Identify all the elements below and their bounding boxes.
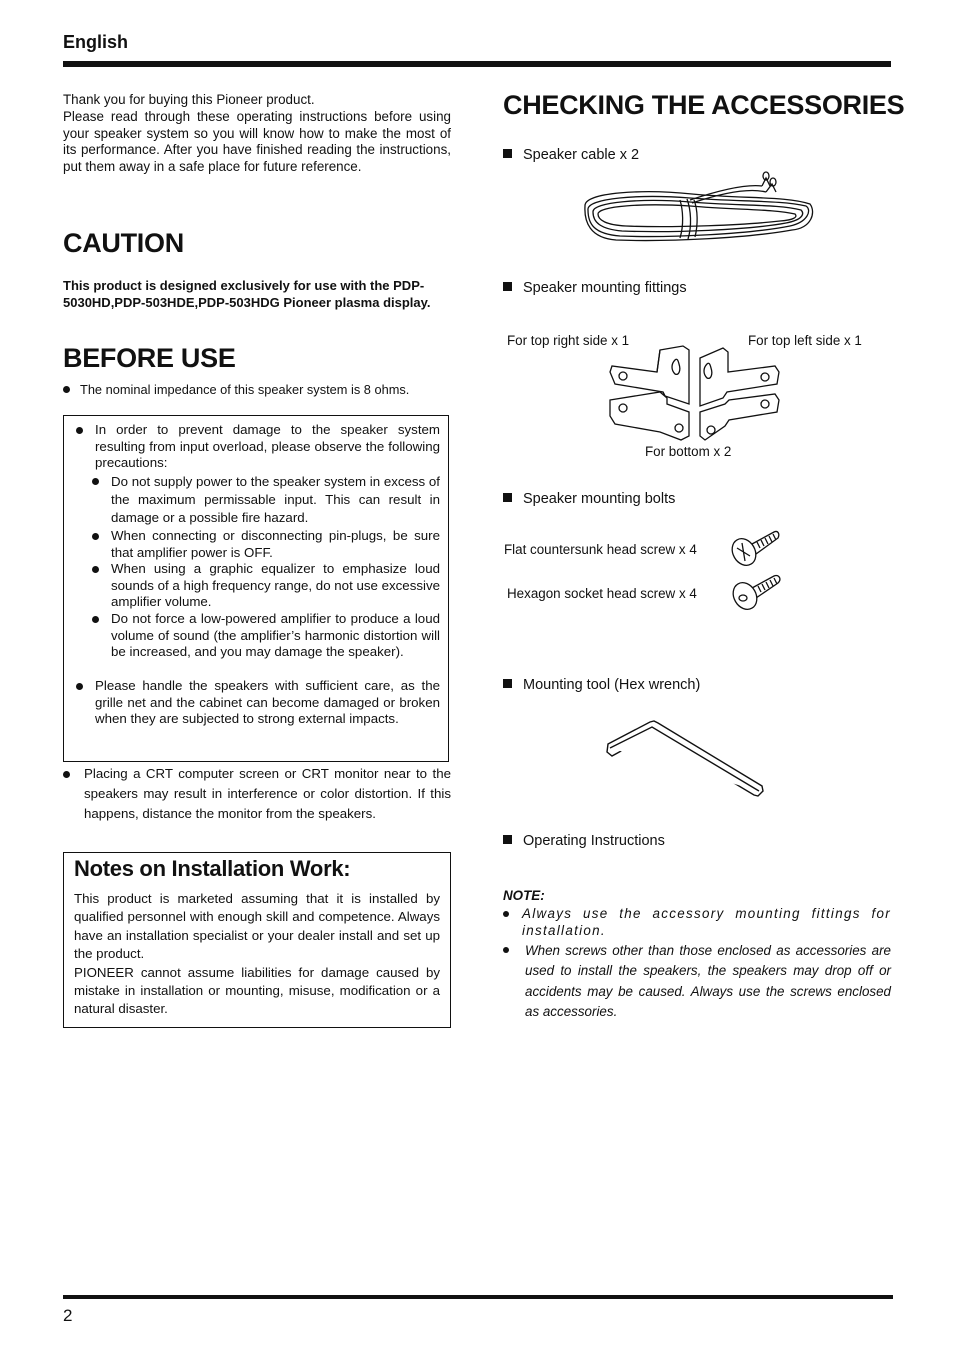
accessory-cable-label [503,147,639,163]
note-text: When screws other than those enclosed as accessories are used to install the speakers, the speakers may drop off or accidents may be caused. Always use the screws enclosed as accessories. [525,943,891,1020]
language-label: English [63,32,129,52]
accessories-heading: CHECKING THE ACCESSORIES [503,90,905,120]
accessory-bolts-label [503,491,675,507]
precautions-box [63,415,449,762]
square-bullet-icon [503,282,512,291]
precaution-text: In order to prevent damage to the speaker system resulting from input overload, please observe the following precautions: [95,422,440,471]
intro-text [63,92,451,176]
bullet-icon [63,386,70,393]
accessory-manual-label [503,833,665,849]
precaution-subitem-text: Do not force a low-powered amplifier to produce a loud volume of sound (the amplifier’s harmonic distortion will be increased, and you may damage the speaker). [111,611,440,660]
installation-notes-paragraph: This product is marketed assuming that it is installed by qualified personnel with enough skill and competence. Always have an installation specialist or your dealer install and set up the product. [74,891,440,962]
flat-screw-label: Flat countersunk head screw x 4 [504,542,697,557]
bullet-icon [503,947,509,953]
crt-warning-text: Placing a CRT computer screen or CRT monitor near to the speakers may result in interference or color distortion. If this happens, distance the monitor from the speakers. [84,766,451,821]
precaution-subitem [92,611,440,661]
nominal-impedance-text: The nominal impedance of this speaker system is 8 ohms. [80,382,410,397]
installation-notes-paragraph: PIONEER cannot assume liabilities for damage caused by mistake in installation or mounting, misuse, modification or a natural disaster. [74,964,440,1017]
bullet-icon [76,427,83,434]
square-bullet-icon [503,149,512,158]
mounting-fittings-icon [605,342,785,442]
before-use-heading: BEFORE USE [63,343,236,373]
caution-text: This product is designed exclusively for use with the PDP-5030HD,PDP-503HDE,PDP-503HDG Pioneer plasma display. [63,278,431,310]
crt-warning-item [63,764,451,824]
accessory-tool-label [503,677,700,693]
accessory-tool-text: Mounting tool (Hex wrench) [523,677,701,693]
precaution-text: Please handle the speakers with sufficient care, as the grille net and the cabinet can become damaged or broken when they are subjected to strong external impacts. [95,678,440,727]
speaker-cable-icon [580,170,815,250]
note-text: Always use the accessory mounting fittings for installation. [522,906,891,938]
bullet-icon [63,771,70,778]
installation-notes-box [63,852,451,1028]
square-bullet-icon [503,679,512,688]
accessory-fittings-label [503,280,687,296]
bullet-icon [92,533,99,540]
installation-notes-body [74,890,440,1019]
bullet-icon [92,616,99,623]
note-item [503,905,891,939]
page-number: 2 [63,1306,73,1325]
fitting-top-left-label: For top left side x 1 [748,333,862,348]
hexagon-socket-screw-icon [732,570,784,616]
intro-line-2: Please read through these operating instructions before using your speaker system so you will know how to make the most of its performance. After you have finished reading the instructions, put them away in a safe place for future reference. [63,108,451,175]
precaution-subitem [92,473,440,528]
accessory-cable-text: Speaker cable x 2 [523,147,640,163]
fitting-top-right-label: For top right side x 1 [507,333,630,348]
bullet-icon [76,683,83,690]
header-rule [63,61,891,67]
footer-rule [63,1295,893,1299]
square-bullet-icon [503,493,512,502]
hex-screw-label: Hexagon socket head screw x 4 [507,586,697,601]
caution-heading: CAUTION [63,228,184,258]
hex-wrench-icon [604,718,766,800]
square-bullet-icon [503,835,512,844]
intro-line-1: Thank you for buying this Pioneer product. [63,92,315,107]
accessory-bolts-text: Speaker mounting bolts [523,491,676,507]
precaution-subitem [92,561,440,611]
bullet-icon [92,566,99,573]
precaution-item-overload [76,422,440,472]
accessory-manual-text: Operating Instructions [523,833,665,849]
precaution-subitem-text: Do not supply power to the speaker system in excess of the maximum permissable input. This can result in damage or a possible fire hazard. [111,474,440,526]
note-item [503,941,891,1023]
precaution-subitem-text: When using a graphic equalizer to emphasize loud sounds of a high frequency range, do not use excessive amplifier volume. [111,561,440,610]
bullet-icon [92,478,99,485]
fitting-bottom-label: For bottom x 2 [645,444,732,459]
flat-countersunk-screw-icon [730,526,782,570]
precaution-subitem-text: When connecting or disconnecting pin-plugs, be sure that amplifier power is OFF. [111,528,440,560]
precaution-item-handling [76,678,440,728]
installation-notes-heading: Notes on Installation Work: [74,856,351,881]
precaution-subitem [92,528,440,561]
nominal-impedance-item [63,382,409,399]
bullet-icon [503,911,509,917]
note-heading: NOTE: [503,888,545,903]
accessory-fittings-text: Speaker mounting fittings [523,280,687,296]
